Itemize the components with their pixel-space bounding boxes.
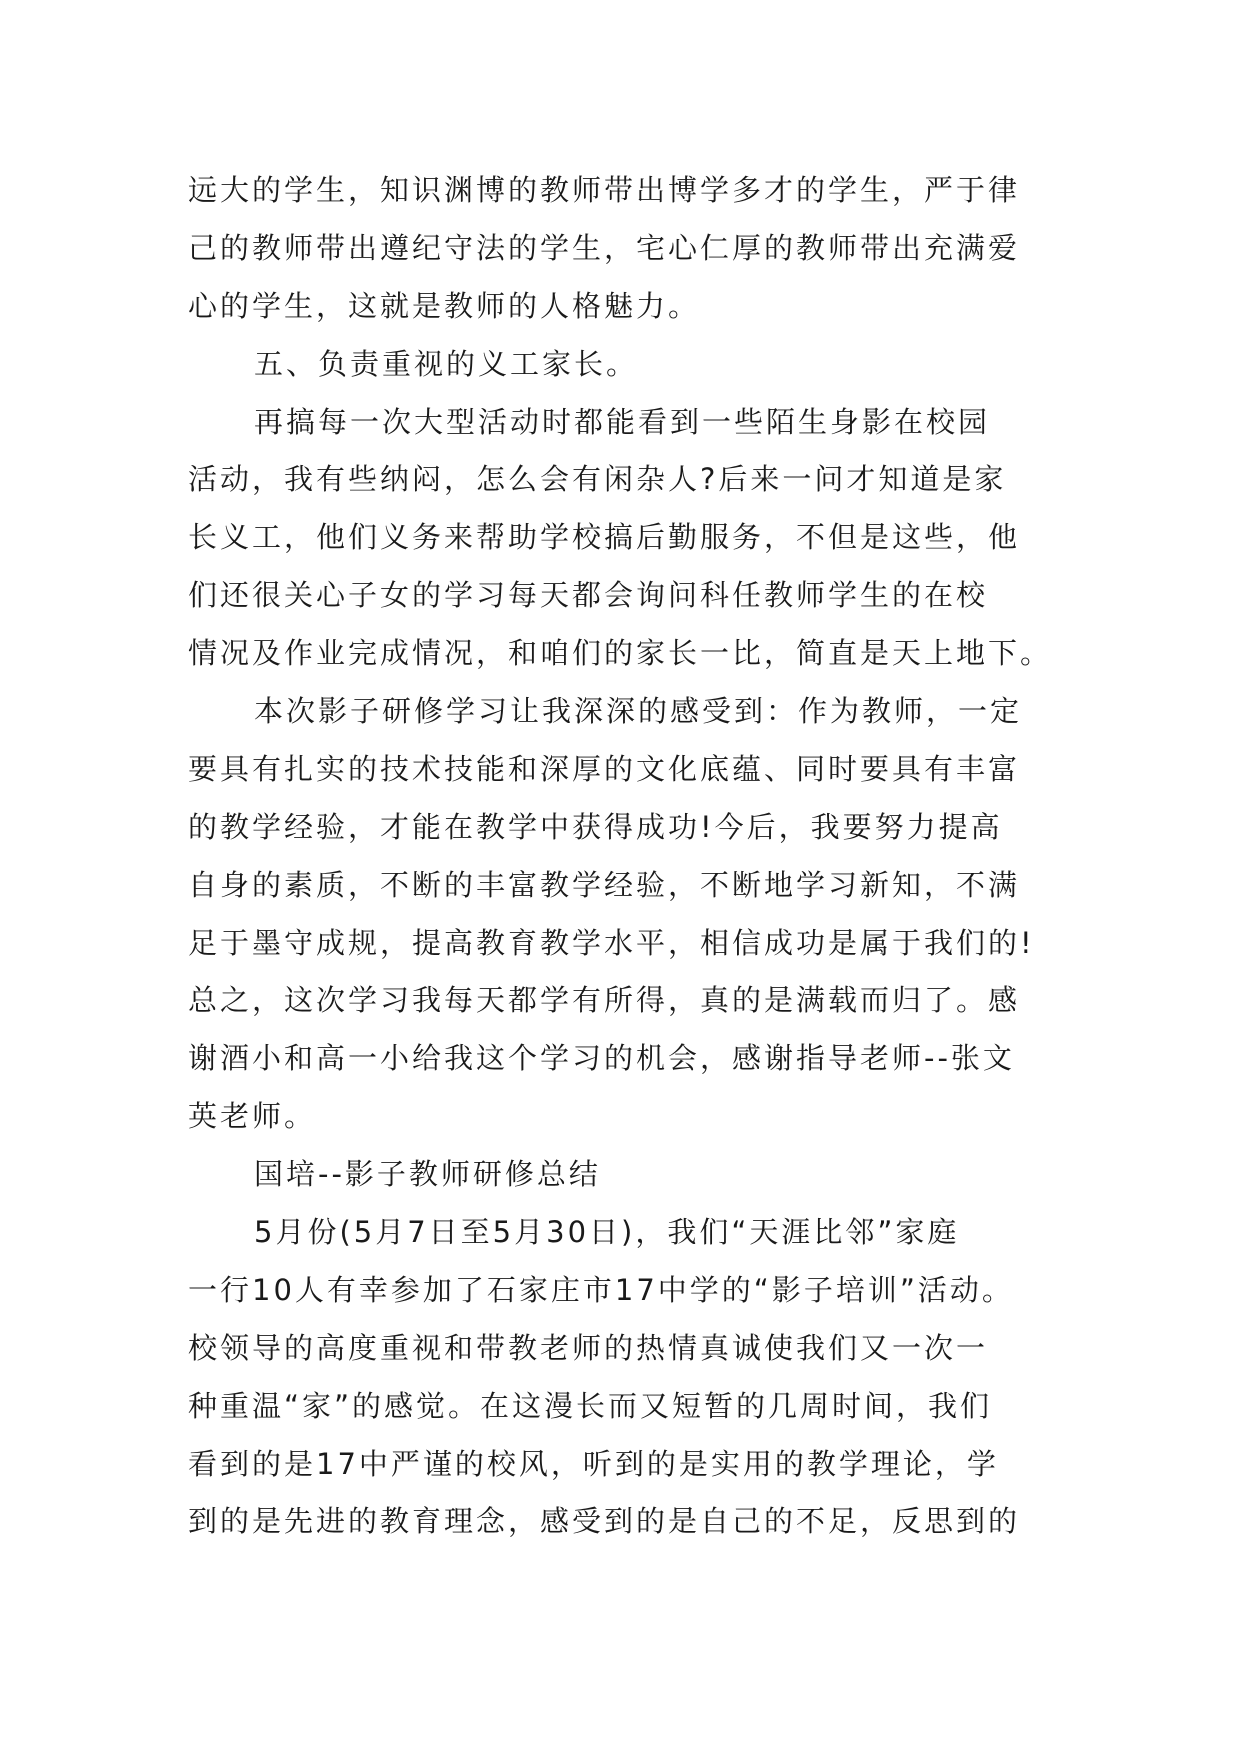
text-line-19: 5月份(5月7日至5月30日)，我们“天涯比邻”家庭 — [254, 1215, 960, 1250]
text-line-8: 们还很关心子女的学习每天都会询问科任教师学生的在校 — [188, 578, 989, 613]
text-line-7: 长义工，他们义务来帮助学校搞后勤服务，不但是这些，他 — [188, 520, 1021, 555]
text-line-15: 总之，这次学习我每天都学有所得，真的是满载而归了。感 — [188, 983, 1021, 1018]
text-line-1: 远大的学生，知识渊博的教师带出博学多才的学生，严于律 — [188, 173, 1021, 207]
text-line-23: 看到的是17中严谨的校风，听到的是实用的教学理论，学 — [188, 1446, 999, 1481]
section-heading: 五、负责重视的义工家长。 — [254, 346, 639, 381]
text-line-20: 一行10人有幸参加了石家庄市17中学的“影子培训”活动。 — [188, 1272, 1014, 1307]
text-line-13: 自身的素质，不断的丰富教学经验，不断地学习新知，不满 — [188, 867, 1021, 902]
text-line-12: 的教学经验，才能在教学中获得成功!今后，我要努力提高 — [188, 809, 1003, 844]
text-line-24: 到的是先进的教育理念，感受到的是自己的不足，反思到的 — [188, 1504, 1021, 1539]
text-line-16: 谢酒小和高一小给我这个学习的机会，感谢指导老师--张文 — [188, 1041, 1015, 1076]
text-line-9: 情况及作业完成情况，和咱们的家长一比，简直是天上地下。 — [188, 636, 1053, 671]
text-line-10: 本次影子研修学习让我深深的感受到：作为教师，一定 — [254, 694, 1023, 729]
text-line-22: 种重温“家”的感觉。在这漫长而又短暂的几周时间，我们 — [188, 1388, 993, 1423]
article-title: 国培--影子教师研修总结 — [254, 1157, 601, 1192]
text-line-2: 己的教师带出遵纪守法的学生，宅心仁厚的教师带出充满爱 — [188, 230, 1021, 265]
text-line-3: 心的学生，这就是教师的人格魅力。 — [188, 288, 701, 323]
body-text — [188, 162, 1058, 1551]
text-line-6: 活动，我有些纳闷，怎么会有闲杂人?后来一问才知道是家 — [188, 462, 1007, 497]
text-line-17: 英老师。 — [188, 1099, 317, 1134]
text-line-21: 校领导的高度重视和带教老师的热情真诚使我们又一次一 — [188, 1330, 989, 1365]
text-line-14: 足于墨守成规，提高教育教学水平，相信成功是属于我们的! — [188, 925, 1035, 960]
text-line-11: 要具有扎实的技术技能和深厚的文化底蕴、同时要具有丰富 — [188, 751, 1021, 786]
text-line-5: 再搞每一次大型活动时都能看到一些陌生身影在校园 — [254, 404, 991, 439]
